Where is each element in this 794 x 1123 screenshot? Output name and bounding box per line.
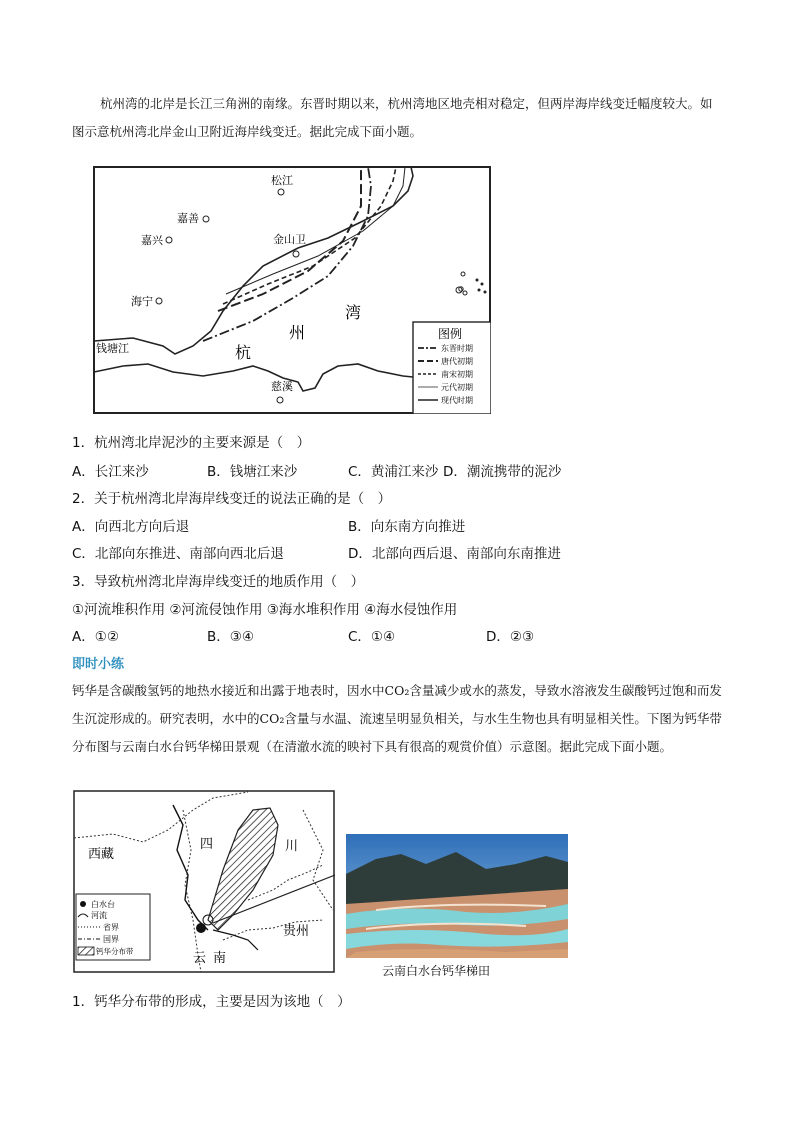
question-2-stem: 2．关于杭州湾北岸海岸线变迁的说法正确的是（ ） [72, 491, 392, 507]
label-nan: 南 [213, 951, 227, 966]
map2-legend-4: 国界 [103, 935, 119, 944]
q1-option-a[interactable]: A．长江来沙 [72, 464, 149, 480]
label-si: 四 [200, 837, 214, 852]
label-jinshanwei: 金山卫 [273, 233, 306, 246]
section-title: 即时小练 [72, 657, 125, 672]
label-jiashan: 嘉善 [177, 212, 199, 225]
q1-option-c[interactable]: C．黄浦江来沙 [348, 464, 439, 480]
label-jiaxing: 嘉兴 [141, 234, 163, 247]
legend-item-3: 南宋初期 [441, 370, 473, 379]
q1-option-b[interactable]: B．钱塘江来沙 [207, 464, 298, 480]
q1-option-d[interactable]: D．潮流携带的泥沙 [443, 464, 562, 480]
question-1-stem: 1．杭州湾北岸泥沙的主要来源是（ ） [72, 435, 311, 451]
label-guizhou: 贵州 [283, 924, 310, 939]
label-haining: 海宁 [131, 295, 153, 308]
calcium-belt-map [73, 790, 335, 973]
baishuitai-photo [346, 834, 568, 958]
q3-option-a[interactable]: A．①② [72, 629, 119, 645]
q3-items: ①河流堆积作用 ②河流侵蚀作用 ③海水堆积作用 ④海水侵蚀作用 [72, 602, 458, 618]
q3-option-d[interactable]: D．②③ [486, 629, 535, 645]
passage-1: 杭州湾的北岸是长江三角洲的南缘。东晋时期以来，杭州湾地区地壳相对稳定，但两岸海岸线变迁幅度较大。如图示意杭州湾北岸金山卫附近海岸线变迁。据此完成下面小题。 [72, 96, 713, 139]
legend-item-4: 元代初期 [441, 383, 473, 392]
hangzhou-bay-map [93, 166, 491, 414]
legend-item-2: 唐代初期 [441, 357, 473, 366]
label-wan: 湾 [345, 303, 362, 322]
legend-item-1: 东晋时期 [441, 344, 473, 353]
label-zhou: 州 [289, 323, 306, 342]
map2-legend-3: 省界 [103, 923, 119, 932]
label-chuan: 川 [285, 839, 299, 854]
label-songjiang: 松江 [271, 174, 293, 187]
legend-title: 图例 [438, 327, 463, 341]
map2-legend-2: 河流 [91, 911, 107, 920]
q2-option-d[interactable]: D．北部向西后退、南部向东南推进 [348, 546, 561, 562]
passage-2: 钙华是含碳酸氢钙的地热水接近和出露于地表时，因水中CO₂含量减少或水的蒸发，导致水溶液发生碳酸钙过饱和而发生沉淀形成的。研究表明，水中的CO₂含量与水温、流速呈明显负相关，与水生生物也具有明显相关性。下图为钙华带分布图与云南白水台钙华梯田景观（在清澈水流的映衬下具有很高的观赏价值）示意图。据此完成下面小题。 [72, 683, 722, 754]
map2-legend-1: 白水台 [91, 900, 115, 909]
label-yun: 云 [193, 951, 207, 966]
q2-option-b[interactable]: B．向东南方向推进 [348, 519, 466, 535]
map2-legend-5: 钙华分布带 [96, 947, 134, 956]
q3-option-b[interactable]: B．③④ [207, 629, 254, 645]
q2-option-a[interactable]: A．向西北方向后退 [72, 519, 190, 535]
label-qiantangjiang: 钱塘江 [96, 342, 129, 355]
photo-caption: 云南白水台钙华梯田 [382, 964, 491, 978]
label-cixi: 慈溪 [271, 380, 293, 393]
question-3-stem: 3．导致杭州湾北岸海岸线变迁的地质作用（ ） [72, 574, 365, 590]
q3-option-c[interactable]: C．①④ [348, 629, 396, 645]
q2-option-c[interactable]: C．北部向东推进、南部向西北后退 [72, 546, 284, 562]
label-xizang: 西藏 [88, 847, 115, 862]
label-hang: 杭 [235, 343, 252, 362]
question-4-stem: 1．钙华分布带的形成，主要是因为该地（ ） [72, 994, 351, 1010]
legend-item-5: 现代时期 [441, 396, 473, 405]
